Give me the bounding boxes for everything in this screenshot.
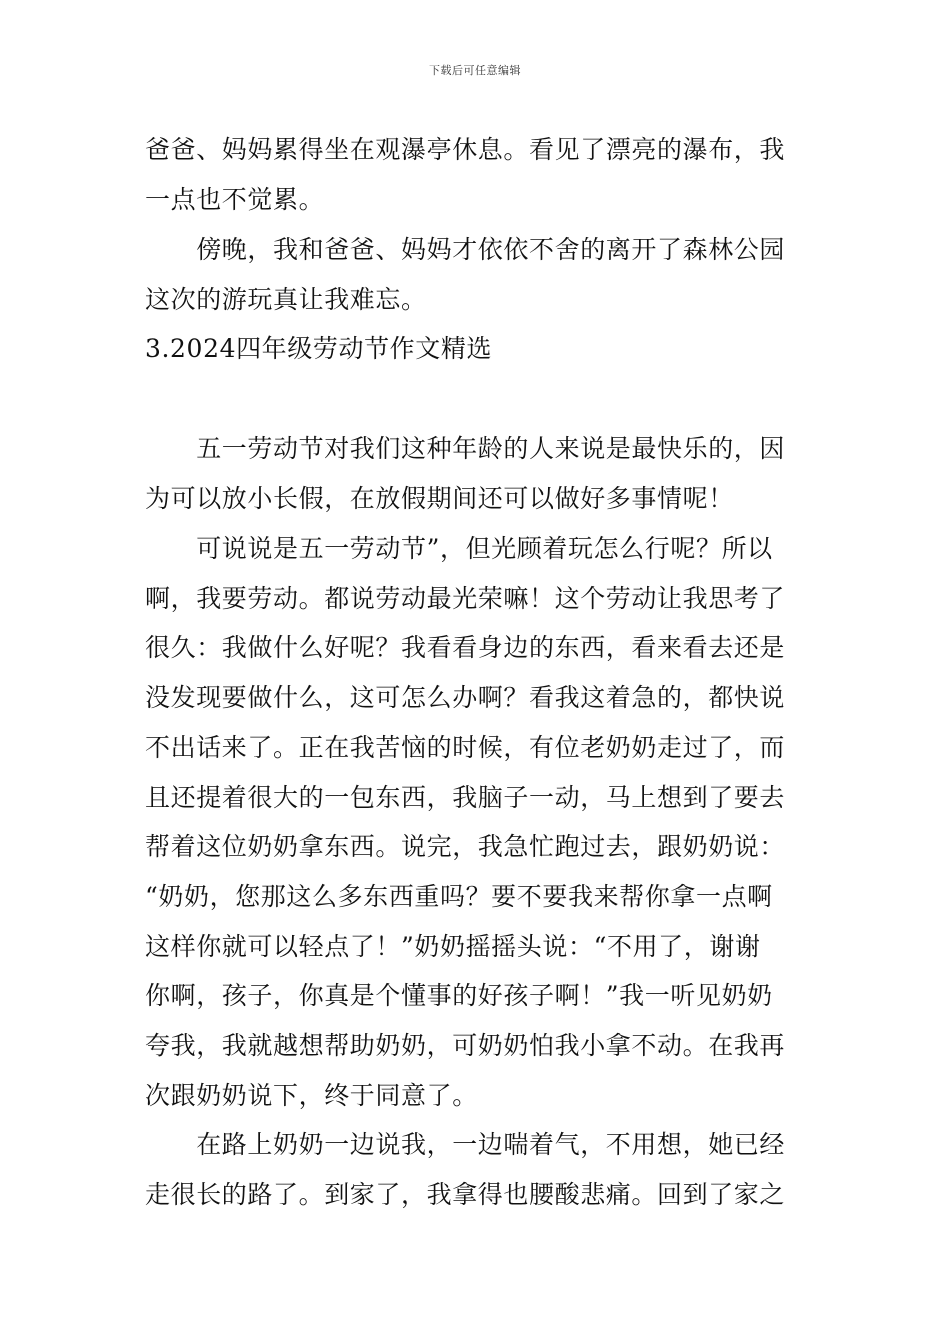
text-line: 这样你就可以轻点了！”奶奶摇摇头说：“不用了，谢谢 [145,932,761,961]
text-line: 在路上奶奶一边说我，一边喘着气，不用想，她已经 [145,1130,786,1159]
text-line: 这次的游玩真让我难忘。 [145,285,427,314]
section-heading: 3.2024四年级劳动节作文精选 [145,334,493,363]
text-line: 夸我，我就越想帮助奶奶，可奶奶怕我小拿不动。在我再 [145,1031,786,1060]
text-line: 五一劳动节对我们这种年龄的人来说是最快乐的，因 [145,434,786,463]
text-line: “奶奶，您那这么多东西重吗？要不要我来帮你拿一点啊 [145,882,773,911]
text-line: 很久：我做什么好呢？我看看身边的东西，看来看去还是 [145,633,786,662]
text-line: 且还提着很大的一包东西，我脑子一动，马上想到了要去 [145,783,786,812]
text-line: 你啊，孩子，你真是个懂事的好孩子啊！”我一听见奶奶 [145,981,773,1010]
text-line: 爸爸、妈妈累得坐在观瀑亭休息。看见了漂亮的瀑布，我 [145,135,786,164]
text-line: 为可以放小长假，在放假期间还可以做好多事情呢！ [145,484,734,513]
text-line: 可说说是五一劳动节”，但光顾着玩怎么行呢？所以 [145,534,773,563]
text-line: 帮着这位奶奶拿东西。说完，我急忙跑过去，跟奶奶说： [145,832,786,861]
text-line: 一点也不觉累。 [145,185,325,214]
page-header: 下载后可任意编辑 [429,64,521,77]
text-line: 没发现要做什么，这可怎么办啊？看我这着急的，都快说 [145,683,786,712]
text-line: 傍晚，我和爸爸、妈妈才依依不舍的离开了森林公园 [145,235,786,264]
text-line: 次跟奶奶说下，终于同意了。 [145,1081,478,1110]
text-line: 啊，我要劳动。都说劳动最光荣嘛！这个劳动让我思考了 [145,584,786,613]
text-line: 不出话来了。正在我苦恼的时候，有位老奶奶走过了，而 [145,733,786,762]
text-line: 走很长的路了。到家了，我拿得也腰酸悲痛。回到了家之 [145,1180,786,1209]
